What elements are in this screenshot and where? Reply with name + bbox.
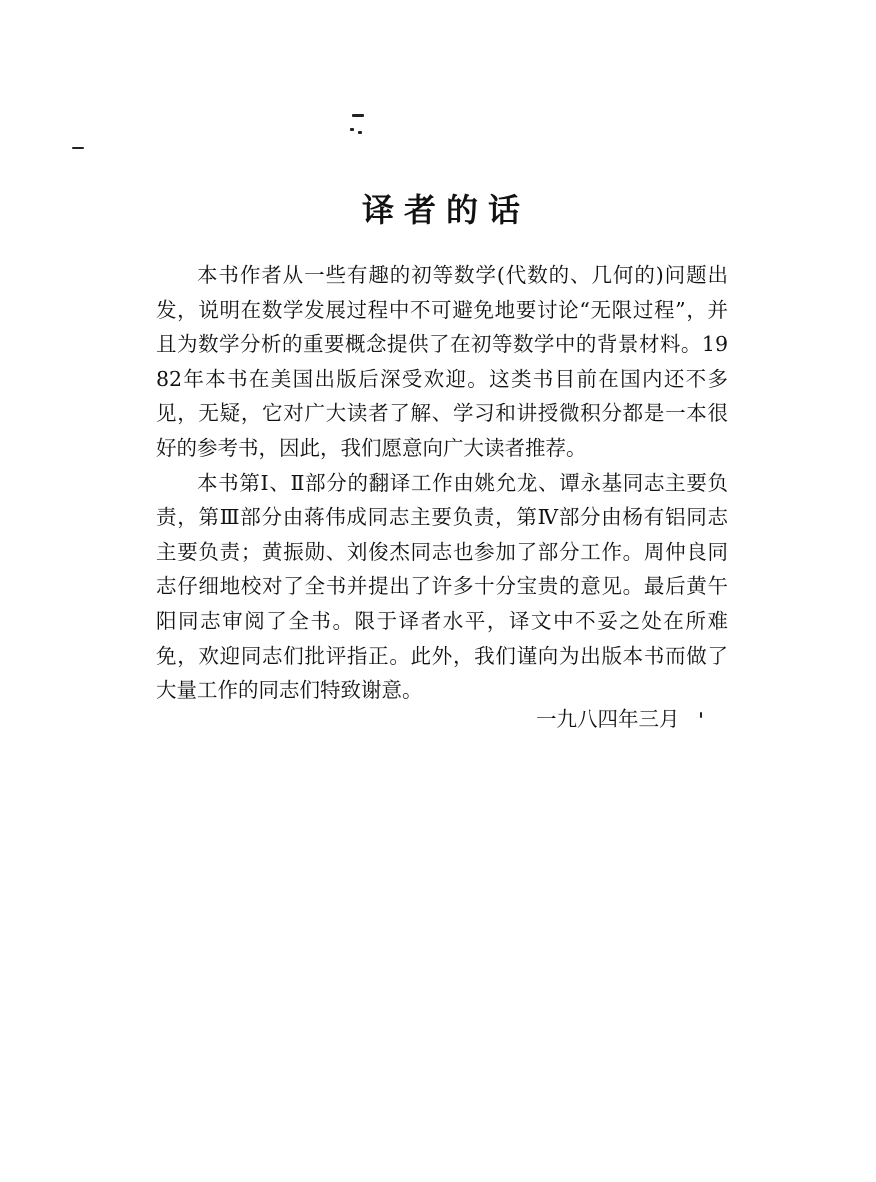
scan-mark-top <box>352 114 364 117</box>
body-text <box>156 258 728 708</box>
scan-mark-top-2 <box>350 128 354 131</box>
scan-mark-left <box>72 147 84 149</box>
date-signature: 一九八四年三月 <box>536 707 680 731</box>
scan-mark-right <box>700 712 702 718</box>
paragraph-intro: 本书作者从一些有趣的初等数学(代数的、几何的)问题出发，说明在数学发展过程中不可避免地要讨论“无限过程”，并且为数学分析的重要概念提供了在初等数学中的背景材料。1982年本书在美国出版后深受欢迎。这类书目前在国内还不多见，无疑，它对广大读者了解、学习和讲授微积分都是一本很好的参考书，因此，我们愿意向广大读者推荐。 <box>156 263 728 460</box>
scan-mark-top-3 <box>358 131 362 134</box>
page-title: 译者的话 <box>361 191 530 229</box>
paragraph-acknowledgements: 本书第Ⅰ、Ⅱ部分的翻译工作由姚允龙、谭永基同志主要负责，第Ⅲ部分由蒋伟成同志主要负责，第Ⅳ部分由杨有铝同志主要负责；黄振勋、刘俊杰同志也参加了部分工作。周仲良同志仔细地校对了全书并提出了许多十分宝贵的意见。最后黄午阳同志审阅了全书。限于译者水平，译文中不妥之处在所难免，欢迎同志们批评指正。此外，我们谨向为出版本书而做了大量工作的同志们特致谢意。 <box>156 470 728 703</box>
